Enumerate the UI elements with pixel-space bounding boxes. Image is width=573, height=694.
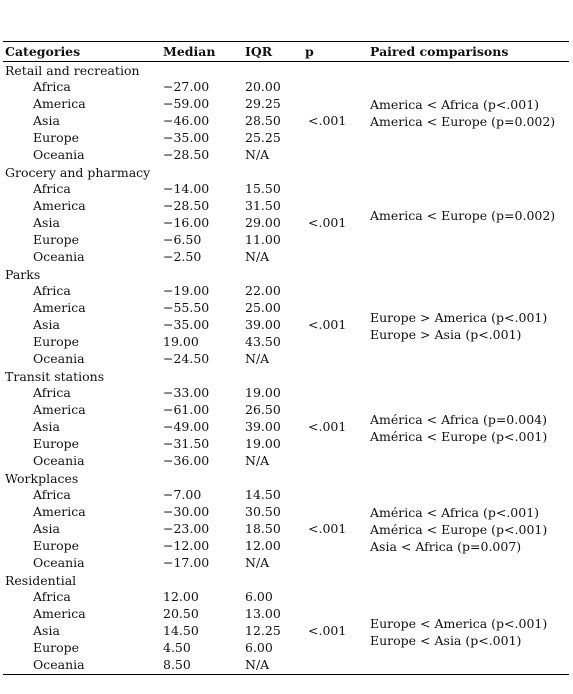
region-cell: Oceania: [33, 555, 85, 570]
category-label: Retail and recreation: [5, 63, 140, 78]
category-label: Workplaces: [5, 471, 79, 486]
header-paired-comparisons: Paired comparisons: [370, 44, 509, 59]
table-row: [3, 487, 569, 504]
median-cell: −27.00: [163, 79, 210, 94]
median-cell: −46.00: [163, 113, 210, 128]
table-row: [3, 147, 569, 164]
region-cell: Oceania: [33, 249, 85, 264]
comparison-line: América < Africa (p<.001): [370, 505, 540, 520]
median-cell: −7.00: [163, 487, 202, 502]
region-cell: America: [33, 300, 86, 315]
region-cell: America: [33, 606, 86, 621]
comparison-line: Europe > Asia (p<.001): [370, 327, 522, 342]
paired-comparisons: [370, 207, 570, 224]
region-cell: Europe: [33, 640, 80, 655]
region-cell: Asia: [33, 623, 60, 638]
region-cell: Asia: [33, 521, 60, 536]
iqr-cell: 12.25: [245, 623, 281, 638]
iqr-cell: 25.00: [245, 300, 281, 315]
iqr-cell: 29.25: [245, 96, 281, 111]
comparison-line: América < Europe (p<.001): [370, 522, 548, 537]
header-p: p: [305, 44, 314, 59]
iqr-cell: N/A: [245, 657, 270, 672]
comparison-line: Europe < America (p<.001): [370, 616, 548, 631]
region-cell: America: [33, 402, 86, 417]
iqr-cell: 13.00: [245, 606, 281, 621]
iqr-cell: 39.00: [245, 317, 281, 332]
paired-comparisons: [370, 504, 570, 555]
iqr-cell: 39.00: [245, 419, 281, 434]
region-cell: Oceania: [33, 147, 85, 162]
table-row: [3, 351, 569, 368]
median-cell: −28.50: [163, 147, 210, 162]
table-row: [3, 232, 569, 249]
median-cell: −36.00: [163, 453, 210, 468]
median-cell: −28.50: [163, 198, 210, 213]
iqr-cell: 6.00: [245, 589, 273, 604]
median-cell: −2.50: [163, 249, 202, 264]
iqr-cell: 19.00: [245, 436, 281, 451]
iqr-cell: 25.25: [245, 130, 281, 145]
region-cell: Europe: [33, 130, 80, 145]
p-value: <.001: [308, 113, 347, 128]
iqr-cell: 18.50: [245, 521, 281, 536]
region-cell: Europe: [33, 232, 80, 247]
iqr-cell: 31.50: [245, 198, 281, 213]
median-cell: −17.00: [163, 555, 210, 570]
region-cell: Asia: [33, 215, 60, 230]
p-value: <.001: [308, 623, 347, 638]
region-cell: Africa: [33, 181, 71, 196]
comparison-line: Europe < Asia (p<.001): [370, 633, 522, 648]
region-cell: Oceania: [33, 657, 85, 672]
median-cell: −55.50: [163, 300, 210, 315]
region-cell: Europe: [33, 436, 80, 451]
table-row: [3, 385, 569, 402]
median-cell: −19.00: [163, 283, 210, 298]
iqr-cell: N/A: [245, 555, 270, 570]
header-categories: Categories: [5, 44, 81, 59]
category-label: Parks: [5, 267, 41, 282]
table-header: [3, 41, 569, 62]
region-cell: Asia: [33, 113, 60, 128]
median-cell: 20.50: [163, 606, 199, 621]
table-row: [3, 555, 569, 572]
median-cell: 8.50: [163, 657, 191, 672]
median-cell: −59.00: [163, 96, 210, 111]
p-value: <.001: [308, 419, 347, 434]
category-section: [3, 368, 569, 470]
category-section: [3, 62, 569, 164]
comparison-line: America < Africa (p<.001): [370, 97, 540, 112]
region-cell: Asia: [33, 317, 60, 332]
table-row: [3, 657, 569, 674]
category-label: Grocery and pharmacy: [5, 165, 151, 180]
table-row: [3, 453, 569, 470]
region-cell: Europe: [33, 538, 80, 553]
iqr-cell: N/A: [245, 351, 270, 366]
region-cell: Europe: [33, 334, 80, 349]
region-cell: America: [33, 504, 86, 519]
region-cell: America: [33, 96, 86, 111]
iqr-cell: 43.50: [245, 334, 281, 349]
region-cell: Africa: [33, 79, 71, 94]
table-row: [3, 249, 569, 266]
category-section: [3, 164, 569, 266]
p-value: <.001: [308, 317, 347, 332]
region-cell: Africa: [33, 487, 71, 502]
iqr-cell: 28.50: [245, 113, 281, 128]
median-cell: −16.00: [163, 215, 210, 230]
category-section: [3, 470, 569, 572]
comparison-line: Asia < Africa (p=0.007): [370, 539, 522, 554]
iqr-cell: 20.00: [245, 79, 281, 94]
comparison-line: America < Europe (p=0.002): [370, 114, 556, 129]
comparison-line: América < Africa (p=0.004): [370, 412, 547, 427]
region-cell: America: [33, 198, 86, 213]
iqr-cell: 29.00: [245, 215, 281, 230]
category-section: [3, 266, 569, 368]
median-cell: −49.00: [163, 419, 210, 434]
header-median: Median: [163, 44, 216, 59]
comparison-line: America < Europe (p=0.002): [370, 208, 556, 223]
iqr-cell: 15.50: [245, 181, 281, 196]
category-section: [3, 572, 569, 674]
mobility-table: [3, 41, 569, 675]
header-iqr: IQR: [245, 44, 273, 59]
median-cell: 19.00: [163, 334, 199, 349]
comparison-line: Europe > America (p<.001): [370, 310, 548, 325]
region-cell: Africa: [33, 589, 71, 604]
median-cell: −33.00: [163, 385, 210, 400]
median-cell: −23.00: [163, 521, 210, 536]
iqr-cell: 19.00: [245, 385, 281, 400]
median-cell: −61.00: [163, 402, 210, 417]
paired-comparisons: [370, 96, 570, 130]
region-cell: Oceania: [33, 351, 85, 366]
category-label: Residential: [5, 573, 77, 588]
median-cell: 14.50: [163, 623, 199, 638]
median-cell: 12.00: [163, 589, 199, 604]
iqr-cell: N/A: [245, 249, 270, 264]
region-cell: Oceania: [33, 453, 85, 468]
median-cell: 4.50: [163, 640, 191, 655]
table-row: [3, 130, 569, 147]
table-row: [3, 181, 569, 198]
iqr-cell: 11.00: [245, 232, 281, 247]
table-row: [3, 79, 569, 96]
median-cell: −12.00: [163, 538, 210, 553]
median-cell: −31.50: [163, 436, 210, 451]
iqr-cell: 14.50: [245, 487, 281, 502]
iqr-cell: N/A: [245, 147, 270, 162]
iqr-cell: 22.00: [245, 283, 281, 298]
p-value: <.001: [308, 215, 347, 230]
median-cell: −24.50: [163, 351, 210, 366]
category-label: Transit stations: [5, 369, 105, 384]
iqr-cell: 6.00: [245, 640, 273, 655]
region-cell: Asia: [33, 419, 60, 434]
table-body: [3, 62, 569, 675]
paired-comparisons: [370, 309, 570, 343]
iqr-cell: 12.00: [245, 538, 281, 553]
paired-comparisons: [370, 411, 570, 445]
table-row: [3, 283, 569, 300]
comparison-line: América < Europe (p<.001): [370, 429, 548, 444]
median-cell: −6.50: [163, 232, 202, 247]
median-cell: −35.00: [163, 317, 210, 332]
median-cell: −35.00: [163, 130, 210, 145]
table-row: [3, 589, 569, 606]
p-value: <.001: [308, 521, 347, 536]
iqr-cell: 30.50: [245, 504, 281, 519]
paired-comparisons: [370, 615, 570, 649]
region-cell: Africa: [33, 283, 71, 298]
median-cell: −14.00: [163, 181, 210, 196]
iqr-cell: N/A: [245, 453, 270, 468]
median-cell: −30.00: [163, 504, 210, 519]
region-cell: Africa: [33, 385, 71, 400]
iqr-cell: 26.50: [245, 402, 281, 417]
